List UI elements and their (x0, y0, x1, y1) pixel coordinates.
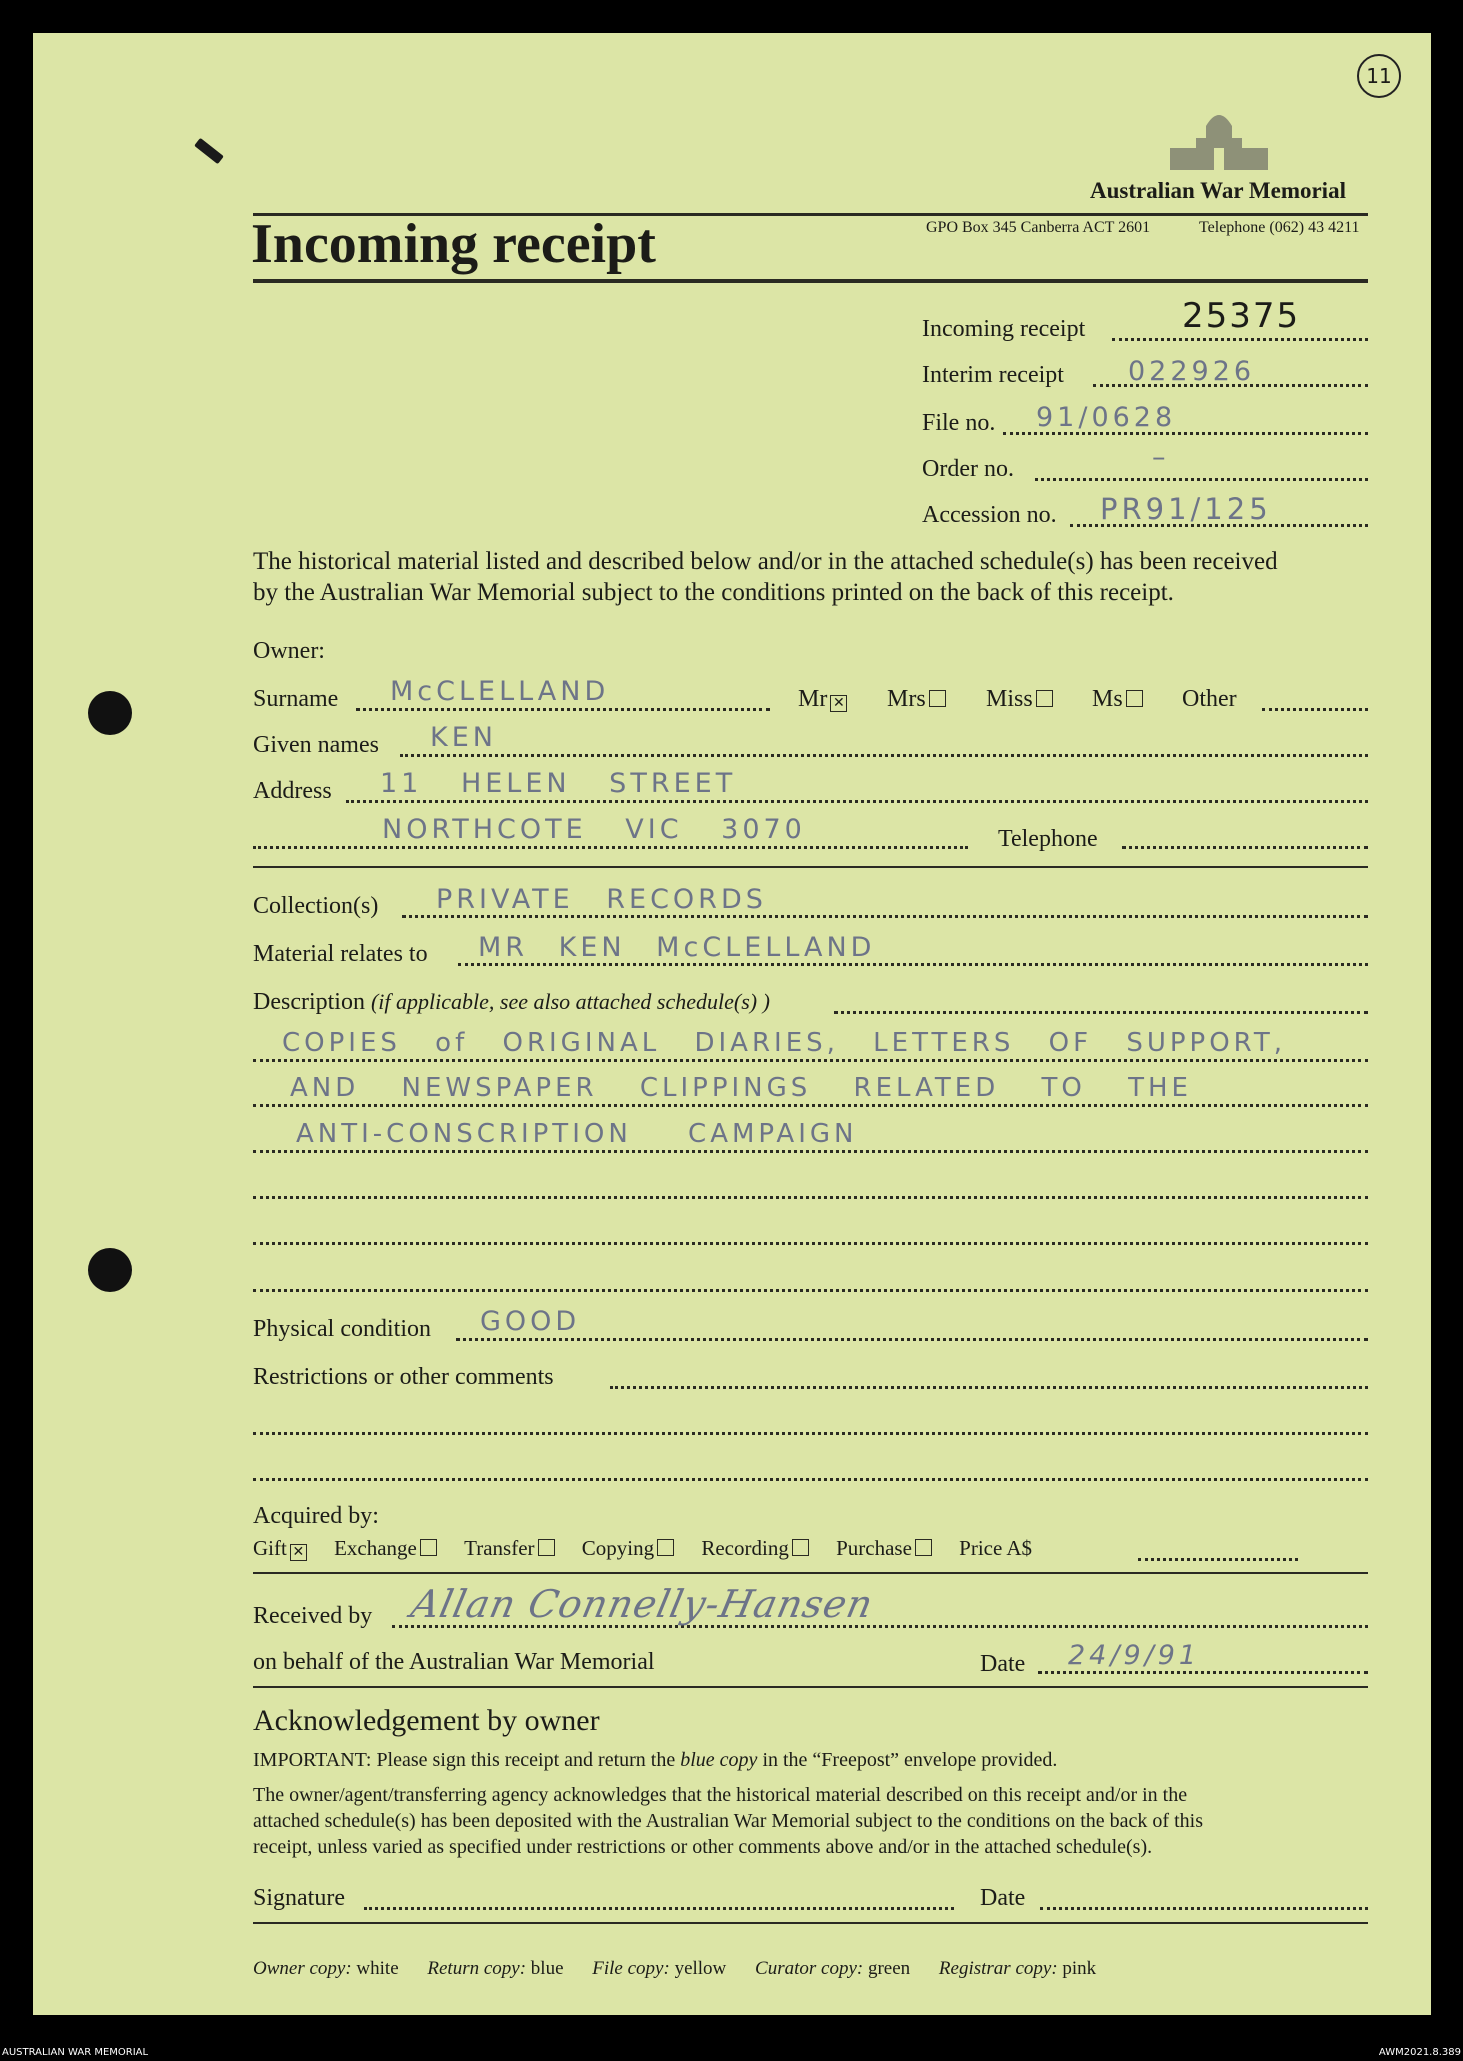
page-number: 11 (1357, 54, 1401, 98)
copy-item: Return copy: blue (427, 1958, 564, 1979)
relates-label: Material relates to (253, 941, 428, 967)
surname-line (356, 708, 770, 711)
restrictions-line-3 (253, 1478, 1368, 1481)
intro-line-1: The historical material listed and described below and/or in the attached schedule(s) has been received (253, 548, 1278, 575)
received-behalf: on behalf of the Australian War Memorial (253, 1649, 655, 1675)
file-no-label: File no. (922, 410, 996, 436)
org-address: GPO Box 345 Canberra ACT 2601 (926, 219, 1151, 236)
ms-checkbox[interactable] (1126, 690, 1143, 707)
description-note: (if applicable, see also attached schedule(s) ) (370, 989, 770, 1014)
surname-label: Surname (253, 686, 339, 712)
received-date-label: Date (980, 1651, 1026, 1677)
intro-line-2: by the Australian War Memorial subject to the conditions printed on the back of this receipt. (253, 579, 1174, 606)
title-miss: Miss (986, 686, 1053, 713)
collection-line (402, 915, 1368, 918)
description-line-1 (253, 1059, 1368, 1062)
accession-no-value: PR91/125 (1100, 492, 1272, 526)
footer-left: AUSTRALIAN WAR MEMORIAL (2, 2047, 149, 2058)
surname-value: McCLELLAND (390, 676, 610, 707)
condition-label: Physical condition (253, 1316, 431, 1342)
footer-right: AWM2021.8.389 (1378, 2047, 1461, 2058)
owner-divider (253, 866, 1368, 868)
acquired-heading: Acquired by: (253, 1503, 379, 1529)
description-line-5 (253, 1242, 1368, 1245)
page-title: Incoming receipt (251, 213, 656, 275)
collection-label: Collection(s) (253, 893, 379, 919)
org-telephone: Telephone (062) 43 4211 (1199, 219, 1360, 236)
title-bottom-rule (253, 279, 1368, 283)
given-names-label: Given names (253, 732, 379, 758)
file-no-value: 91/0628 (1036, 402, 1177, 433)
description-line-6 (253, 1289, 1368, 1292)
description-label: Description (if applicable, see also attached schedule(s) ) (253, 989, 770, 1015)
memorial-building-icon (1166, 104, 1272, 172)
ack-important: IMPORTANT: Please sign this receipt and return the blue copy in the “Freepost” envelope provided. (253, 1749, 1058, 1771)
restrictions-line-1 (610, 1386, 1368, 1389)
order-no-label: Order no. (922, 456, 1014, 482)
description-value-1: COPIES of ORIGINAL DIARIES, LETTERS OF SUPPORT, (282, 1028, 1286, 1058)
ack-signature-line[interactable] (364, 1907, 954, 1910)
ack-body-3: receipt, unless varied as specified under restrictions or other comments above and/or in the attached schedule(s). (253, 1836, 1153, 1858)
other-line (1262, 708, 1368, 711)
miss-checkbox[interactable] (1036, 690, 1053, 707)
title-ms: Ms (1092, 686, 1143, 713)
condition-value: GOOD (480, 1306, 581, 1337)
relates-line (458, 963, 1368, 966)
description-line-2 (253, 1104, 1368, 1107)
address-line-1 (346, 800, 1368, 803)
punch-hole (88, 691, 132, 735)
title-mr: Mr ✕ (798, 686, 847, 713)
copy-item: Owner copy: white (253, 1958, 399, 1979)
received-divider (253, 1686, 1368, 1688)
accession-no-label: Accession no. (922, 502, 1057, 528)
telephone-line (1122, 846, 1368, 849)
description-line-3 (253, 1150, 1368, 1153)
exchange-checkbox[interactable] (420, 1539, 437, 1556)
order-no-value: – (1152, 442, 1170, 473)
copy-item: File copy: yellow (592, 1958, 727, 1979)
description-value-3: ANTI-CONSCRIPTION CAMPAIGN (296, 1119, 858, 1149)
given-names-line (400, 754, 1368, 757)
gift-checkbox[interactable]: ✕ (290, 1544, 307, 1561)
telephone-label: Telephone (998, 826, 1098, 852)
ack-signature-label: Signature (253, 1885, 345, 1911)
restrictions-label: Restrictions or other comments (253, 1364, 554, 1390)
copy-distribution (253, 1958, 1096, 1980)
description-line-4 (253, 1196, 1368, 1199)
collection-value: PRIVATE RECORDS (436, 884, 767, 915)
ack-body-1: The owner/agent/transferring agency acknowledges that the historical material described on this receipt and/or in the (253, 1784, 1188, 1806)
ack-date-line[interactable] (1040, 1907, 1368, 1910)
description-value-2: AND NEWSPAPER CLIPPINGS RELATED TO THE (290, 1073, 1192, 1103)
address-value-2: NORTHCOTE VIC 3070 (382, 814, 806, 845)
interim-receipt-label: Interim receipt (922, 362, 1064, 388)
org-name: Australian War Memorial (1090, 178, 1346, 203)
ack-body-2: attached schedule(s) has been deposited with the Australian War Memorial subject to the conditions on the back of this (253, 1810, 1203, 1832)
copying-checkbox[interactable] (657, 1539, 674, 1556)
mrs-checkbox[interactable] (929, 690, 946, 707)
address-value-1: 11 HELEN STREET (380, 768, 737, 799)
address-label: Address (253, 778, 332, 804)
title-mrs: Mrs (887, 686, 946, 713)
price-line (1138, 1558, 1298, 1561)
given-names-value: KEN (430, 722, 497, 753)
incoming-receipt-line (1112, 338, 1368, 341)
ack-date-label: Date (980, 1885, 1026, 1911)
restrictions-line-2 (253, 1432, 1368, 1435)
incoming-receipt-value: 25375 (1182, 296, 1301, 336)
relates-value: MR KEN McCLELLAND (478, 932, 876, 963)
purchase-checkbox[interactable] (915, 1539, 932, 1556)
acquired-divider (253, 1572, 1368, 1574)
recording-checkbox[interactable] (792, 1539, 809, 1556)
mr-checkbox[interactable]: ✕ (830, 695, 847, 712)
copy-item: Curator copy: green (755, 1958, 911, 1979)
address-line-2 (253, 846, 968, 849)
acquired-options: Gift ✕ Exchange Transfer Copying Recording Purchase Price A$ (253, 1536, 1033, 1560)
order-no-line (1035, 478, 1368, 481)
incoming-receipt-label: Incoming receipt (922, 316, 1086, 342)
received-by-label: Received by (253, 1603, 373, 1629)
description-line-0 (834, 1011, 1368, 1014)
title-other: Other (1182, 686, 1237, 712)
ack-divider (253, 1922, 1368, 1924)
interim-receipt-value: 022926 (1128, 356, 1256, 387)
received-date-line (1038, 1671, 1368, 1674)
received-signature: Allan Connelly-Hansen (407, 1582, 878, 1626)
owner-heading: Owner: (253, 638, 325, 664)
punch-hole (88, 1248, 132, 1292)
ack-heading: Acknowledgement by owner (253, 1704, 600, 1737)
condition-line (456, 1338, 1368, 1341)
transfer-checkbox[interactable] (538, 1539, 555, 1556)
received-date-value: 24/9/91 (1068, 1640, 1201, 1671)
copy-item: Registrar copy: pink (938, 1958, 1097, 1979)
